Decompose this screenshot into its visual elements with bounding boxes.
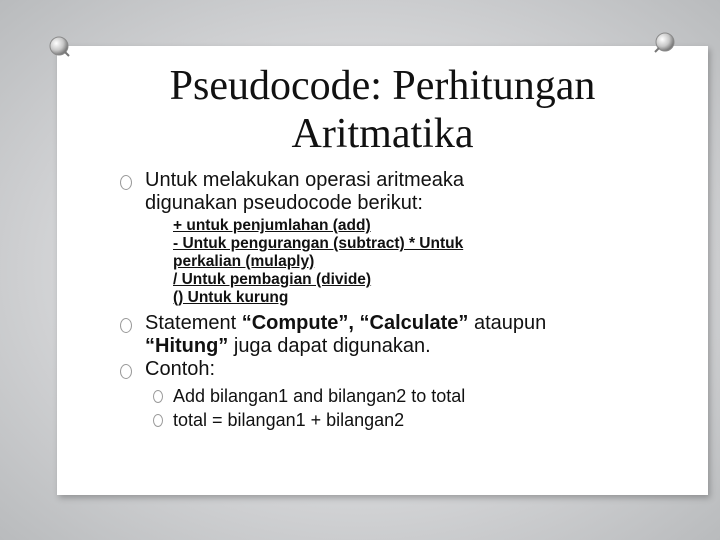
bullet2-line2-rest: juga dapat digunakan. (228, 335, 431, 357)
slide-title (57, 62, 708, 158)
title-line-2: Aritmatika (291, 111, 474, 157)
operator-subtract: - Untuk pengurangan (subtract) * Untuk (173, 235, 464, 252)
operator-parentheses: () Untuk kurung (173, 289, 289, 306)
sub-bullet-marker-icon (153, 414, 163, 427)
operator-multiply: perkalian (mulaply) (173, 253, 315, 270)
bullet-marker-icon (120, 175, 132, 190)
bullet2-line1 (145, 311, 546, 335)
operator-divide: / Untuk pembagian (divide) (173, 271, 372, 288)
bullet1-line2: digunakan pseudocode berikut: (145, 192, 423, 214)
bullet1-line1: Untuk melakukan operasi aritmeaka (145, 169, 465, 191)
sub-bullet-marker-icon (153, 390, 163, 403)
pushpin-right-icon (654, 31, 676, 53)
title-line-1: Pseudocode: Perhitungan (169, 63, 596, 109)
example-2: total = bilangan1 + bilangan2 (173, 410, 405, 430)
pushpin-left-icon (48, 35, 70, 57)
bullet3-text: Contoh: (145, 358, 216, 380)
bullet-marker-icon (120, 364, 132, 379)
bullet2-suffix: ataupun (468, 312, 547, 334)
bullet2-prefix: Statement (145, 312, 242, 334)
bullet2-line2 (145, 334, 431, 358)
bullet-marker-icon (120, 318, 132, 333)
operator-add: + untuk penjumlahan (add) (173, 217, 371, 234)
keyword-compute: “Compute”, (241, 312, 354, 334)
keyword-calculate: “Calculate” (359, 312, 469, 334)
example-1: Add bilangan1 and bilangan2 to total (173, 386, 466, 406)
keyword-hitung: “Hitung” (145, 335, 229, 357)
